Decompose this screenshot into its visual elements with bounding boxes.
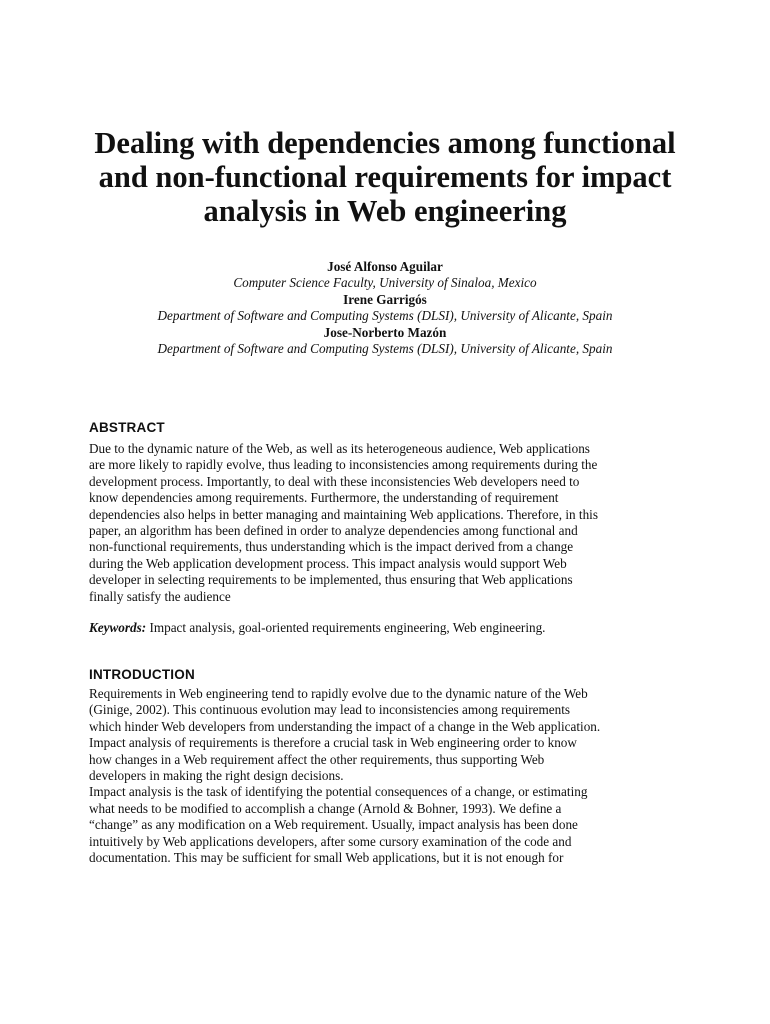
title-line: and non-functional requirements for impact bbox=[98, 160, 672, 194]
author-name: Irene Garrigós bbox=[343, 291, 427, 307]
introduction-line: Impact analysis of requirements is therefore a crucial task in Web engineering order to know bbox=[89, 735, 577, 751]
abstract-line: non-functional requirements, thus understanding which is the impact derived from a change bbox=[89, 539, 574, 555]
introduction-line: how changes in a Web requirement affect the other requirements, thus supporting Web bbox=[89, 751, 545, 767]
author-affiliation: Department of Software and Computing Systems (DLSI), University of Alicante, Spain bbox=[157, 308, 613, 324]
author-name: Jose-Norberto Mazón bbox=[323, 324, 447, 340]
keywords-text: Impact analysis, goal-oriented requirements engineering, Web engineering. bbox=[146, 620, 546, 635]
title-line: Dealing with dependencies among functional bbox=[94, 126, 676, 160]
abstract-line: during the Web application development process. This impact analysis would support Web bbox=[89, 555, 567, 571]
abstract-line: dependencies also helps in better managing and maintaining Web applications. Therefore, in this bbox=[89, 506, 598, 522]
abstract-line: development process. Importantly, to deal with these inconsistencies Web developers need to bbox=[89, 473, 580, 489]
introduction-line: Requirements in Web engineering tend to rapidly evolve due to the dynamic nature of the Web bbox=[89, 686, 588, 701]
author-affiliation: Computer Science Faculty, University of Sinaloa, Mexico bbox=[233, 275, 537, 291]
keywords-line bbox=[89, 620, 689, 636]
abstract-line: know dependencies among requirements. Furthermore, the understanding of requirement bbox=[89, 490, 559, 506]
abstract-line: Due to the dynamic nature of the Web, as well as its heterogeneous audience, Web applications bbox=[89, 441, 590, 456]
author-affiliation: Department of Software and Computing Systems (DLSI), University of Alicante, Spain bbox=[157, 341, 613, 357]
abstract-line: finally satisfy the audience bbox=[89, 588, 231, 604]
paper-title bbox=[60, 126, 710, 228]
author-block bbox=[60, 259, 710, 357]
abstract-line: paper, an algorithm has been defined in order to analyze dependencies among functional and bbox=[89, 523, 578, 539]
introduction-line: (Ginige, 2002). This continuous evolution may lead to inconsistencies among requirements bbox=[89, 702, 571, 718]
title-line: analysis in Web engineering bbox=[203, 194, 567, 228]
author-name: José Alfonso Aguilar bbox=[327, 259, 443, 274]
introduction-line: Impact analysis is the task of identifying the potential consequences of a change, or estimating bbox=[89, 784, 588, 800]
introduction-heading: INTRODUCTION bbox=[89, 667, 195, 682]
introduction-line: intuitively by Web applications developers, after some cursory examination of the code and bbox=[89, 833, 572, 849]
abstract-line: developer in selecting requirements to be implemented, thus ensuring that Web applications bbox=[89, 572, 573, 588]
abstract-heading: ABSTRACT bbox=[89, 420, 165, 435]
introduction-line: what needs to be modified to accomplish a change (Arnold & Bohner, 1993). We define a bbox=[89, 800, 562, 816]
introduction-line: “change” as any modification on a Web requirement. Usually, impact analysis has been done bbox=[89, 817, 578, 833]
keywords-label: Keywords: bbox=[89, 620, 147, 635]
abstract-text bbox=[89, 441, 689, 605]
introduction-line: documentation. This may be sufficient for small Web applications, but it is not enough for bbox=[89, 850, 564, 866]
introduction-line: which hinder Web developers from understanding the impact of a change in the Web application. bbox=[89, 718, 601, 734]
abstract-line: are more likely to rapidly evolve, thus leading to inconsistencies among requirements during the bbox=[89, 457, 598, 473]
introduction-text bbox=[89, 686, 689, 866]
introduction-line: developers in making the right design decisions. bbox=[89, 768, 344, 784]
